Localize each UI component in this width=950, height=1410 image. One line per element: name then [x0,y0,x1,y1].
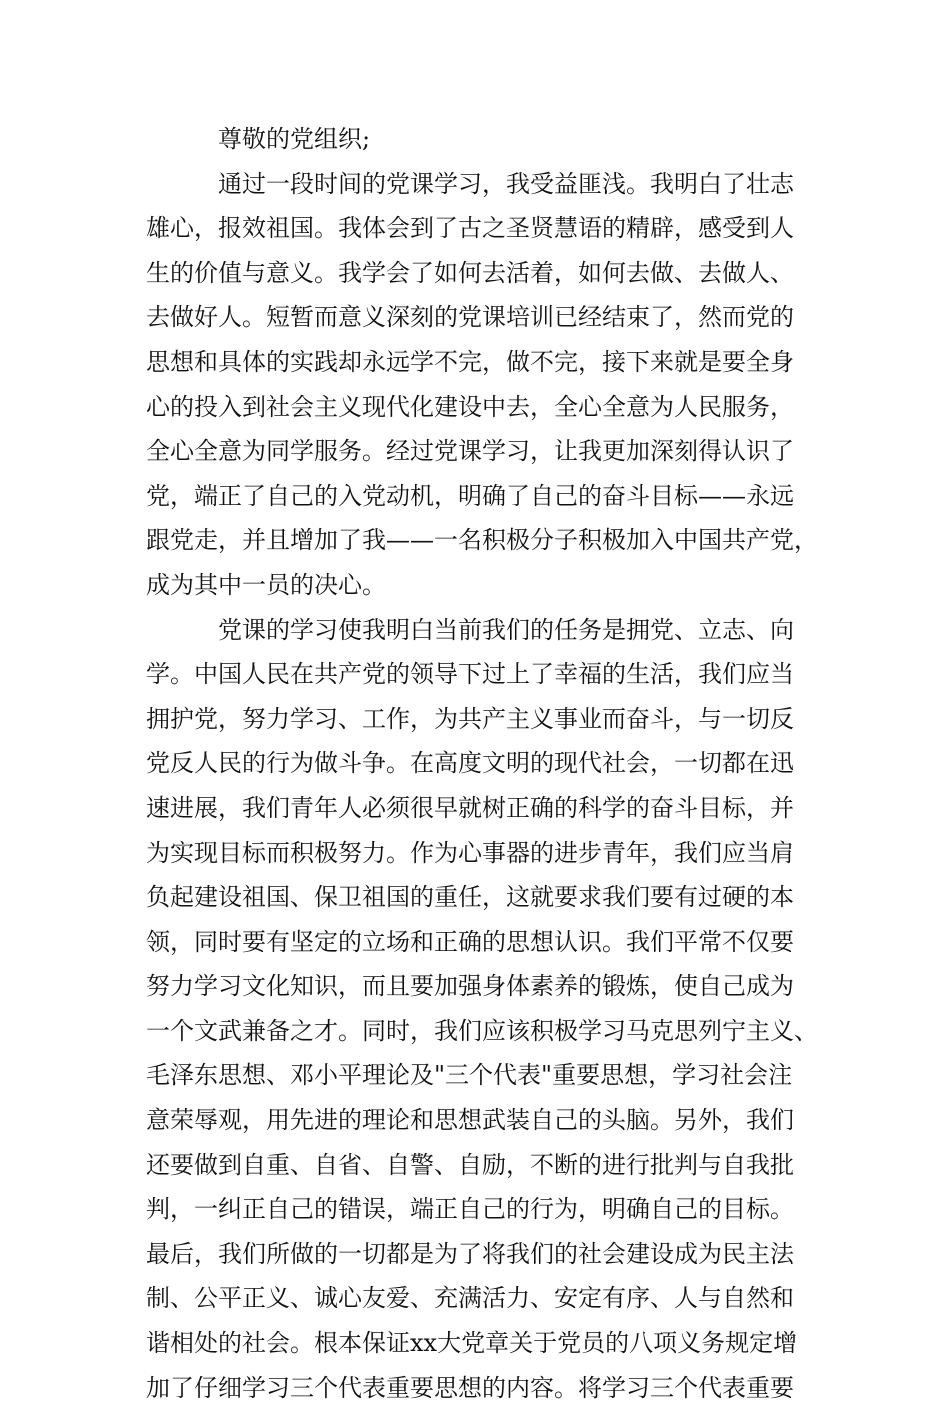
paragraph-line: 党反人民的行为做斗争。在高度文明的现代社会，一切都在迅 [146,749,794,778]
paragraph-line: 心的投入到社会主义现代化建设中去，全心全意为人民服务， [146,392,794,421]
paragraph-line: 谐相处的社会。根本保证xx大党章关于党员的八项义务规定增 [146,1329,798,1358]
document-body [146,117,818,1410]
paragraph-line: 思想和具体的实践却永远学不完，做不完，接下来就是要全身 [146,347,794,376]
paragraph-1 [146,162,818,608]
paragraph-line: 成为其中一员的决心。 [146,570,386,599]
paragraph-line: 领，同时要有坚定的立场和正确的思想认识。我们平常不仅要 [146,927,794,956]
paragraph-line: 生的价值与意义。我学会了如何去活着，如何去做、去做人、 [146,258,794,287]
paragraph-line: 党课的学习使我明白当前我们的任务是拥党、立志、向 [218,615,794,644]
paragraph-line: 毛泽东思想、邓小平理论及"三个代表"重要思想，学习社会注 [146,1061,793,1090]
paragraph-line: 最后，我们所做的一切都是为了将我们的社会建设成为民主法 [146,1239,794,1268]
paragraph-line: 拥护党，努力学习、工作，为共产主义事业而奋斗，与一切反 [146,704,794,733]
paragraph-line: 去做好人。短暂而意义深刻的党课培训已经结束了，然而党的 [146,303,794,332]
paragraph-line: 雄心，报效祖国。我体会到了古之圣贤慧语的精辟，感受到人 [146,214,794,243]
paragraph-line: 加了仔细学习三个代表重要思想的内容。将学习三个代表重要 [146,1373,794,1402]
paragraph-line: 通过一段时间的党课学习，我受益匪浅。我明白了壮志 [218,169,794,198]
paragraph-line: 党，端正了自己的入党动机，明确了自己的奋斗目标——永远 [146,481,794,510]
paragraph-line: 还要做到自重、自省、自警、自励，不断的进行批判与自我批 [146,1150,794,1179]
paragraph-line: 努力学习文化知识，而且要加强身体素养的锻炼，使自己成为 [146,972,794,1001]
paragraph-line: 负起建设祖国、保卫祖国的重任，这就要求我们要有过硬的本 [146,883,794,912]
paragraph-line: 制、公平正义、诚心友爱、充满活力、安定有序、人与自然和 [146,1284,794,1313]
paragraph-line: 为实现目标而积极努力。作为心事器的进步青年，我们应当肩 [146,838,794,867]
salutation: 尊敬的党组织; [218,125,371,153]
paragraph-line: 速进展，我们青年人必须很早就树正确的科学的奋斗目标，并 [146,793,794,822]
paragraph-line: 全心全意为同学服务。经过党课学习，让我更加深刻得认识了 [146,437,794,466]
paragraph-line: 判，一纠正自己的错误，端正自己的行为，明确自己的目标。 [146,1195,794,1224]
paragraph-line: 一个文武兼备之才。同时，我们应该积极学习马克思列宁主义、 [146,1016,818,1045]
paragraph-line: 跟党走，并且增加了我——一名积极分子积极加入中国共产党， [146,526,818,555]
paragraph-line: 意荣辱观，用先进的理论和思想武装自己的头脑。另外，我们 [146,1106,794,1135]
paragraph-2 [146,608,818,1410]
paragraph-line: 学。中国人民在共产党的领导下过上了幸福的生活，我们应当 [146,660,794,689]
